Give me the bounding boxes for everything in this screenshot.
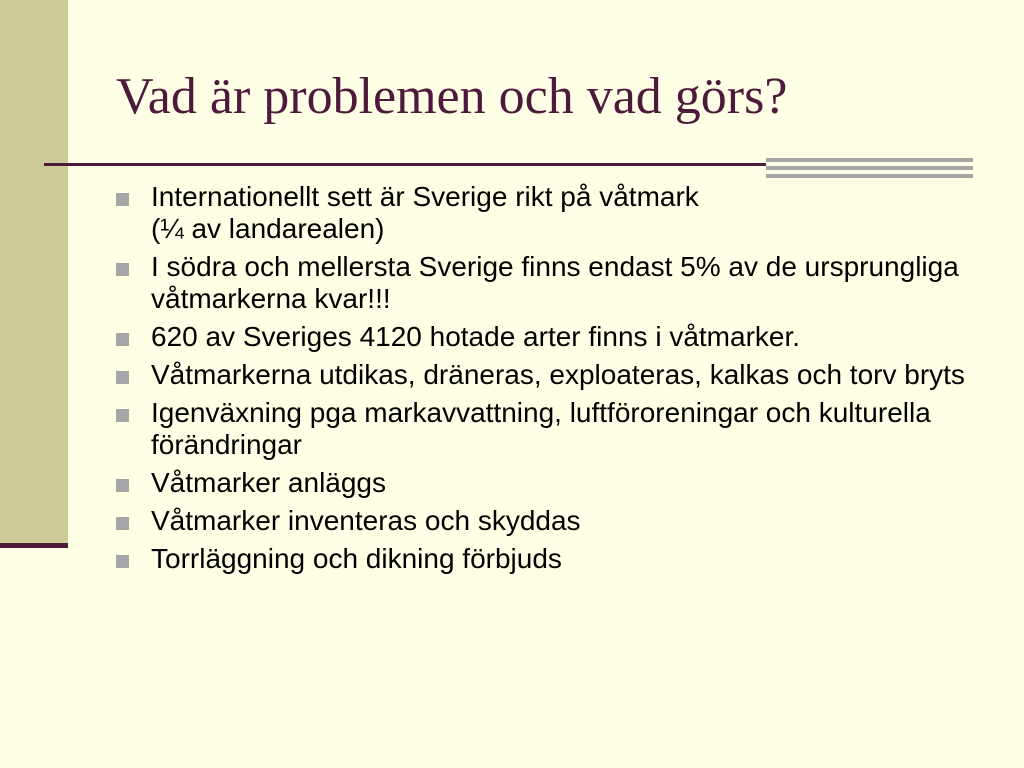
bullet-item xyxy=(112,467,982,499)
bullet-item xyxy=(112,181,982,245)
square-bullet-icon xyxy=(116,263,129,276)
square-bullet-icon xyxy=(116,517,129,530)
bullet-text: Igenväxning pga markavvattning, luftföroreningar och kulturella förändringar xyxy=(151,397,931,460)
accent-bar xyxy=(766,158,973,162)
square-bullet-icon xyxy=(116,333,129,346)
bullet-item xyxy=(112,543,982,575)
accent-bar xyxy=(766,166,973,170)
accent-bar xyxy=(766,174,973,178)
square-bullet-icon xyxy=(116,193,129,206)
bullet-text: Våtmarker inventeras och skyddas xyxy=(151,505,581,536)
bullet-item xyxy=(112,359,982,391)
bullet-item xyxy=(112,505,982,537)
square-bullet-icon xyxy=(116,371,129,384)
square-bullet-icon xyxy=(116,555,129,568)
side-band-underline xyxy=(0,543,68,548)
bullet-list xyxy=(112,181,982,581)
square-bullet-icon xyxy=(116,479,129,492)
bullet-text: I södra och mellersta Sverige finns endast 5% av de ursprungliga våtmarkerna kvar!!! xyxy=(151,251,959,314)
slide-title: Vad är problemen och vad görs? xyxy=(116,68,788,125)
bullet-item xyxy=(112,321,982,353)
side-band xyxy=(0,0,68,543)
square-bullet-icon xyxy=(116,409,129,422)
bullet-text: Våtmarker anläggs xyxy=(151,467,387,498)
bullet-text: 620 av Sveriges 4120 hotade arter finns i våtmarker. xyxy=(151,321,801,352)
bullet-text: Torrläggning och dikning förbjuds xyxy=(151,543,562,574)
bullet-item xyxy=(112,251,982,315)
bullet-text: Våtmarkerna utdikas, dräneras, exploateras, kalkas och torv bryts xyxy=(151,359,965,390)
title-rule xyxy=(44,163,766,166)
bullet-text: Internationellt sett är Sverige rikt på våtmark (¼ av landarealen) xyxy=(151,181,699,244)
bullet-item xyxy=(112,397,982,461)
